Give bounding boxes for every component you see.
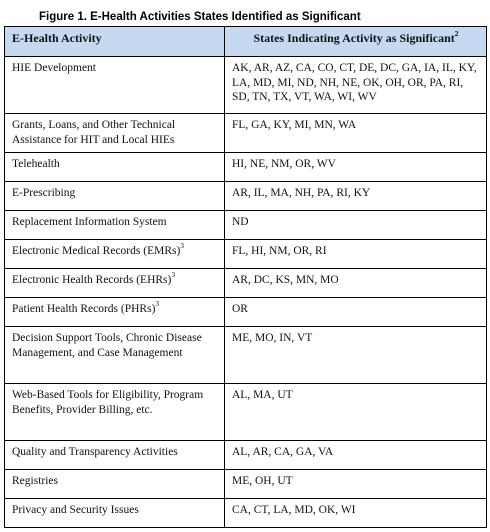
table-row [5, 153, 487, 182]
states-cell: CA, CT, LA, MD, OK, WI [225, 499, 487, 528]
ehealth-activities-table [4, 26, 487, 528]
states-cell: AL, MA, UT [225, 384, 487, 441]
activity-cell: Privacy and Security Issues [5, 499, 225, 528]
footnote-marker: 3 [180, 241, 185, 251]
states-cell: FL, GA, KY, MI, MN, WA [225, 114, 487, 153]
activity-cell: Electronic Medical Records (EMRs)$^3$ [5, 240, 225, 269]
activity-cell: Registries [5, 470, 225, 499]
table-row [5, 57, 487, 114]
table-row [5, 182, 487, 211]
table-row [5, 211, 487, 240]
activity-cell: Web-Based Tools for Eligibility, Program Benefits, Provider Billing, etc. [5, 384, 225, 441]
table-row [5, 327, 487, 384]
states-cell: AK, AR, AZ, CA, CO, CT, DE, DC, GA, IA, IL, KY, LA, MD, MI, ND, NH, NE, OK, OH, OR, PA, RI, SD, TN, TX, VT, WA, WI, WV [225, 57, 487, 114]
footnote-marker: 2 [454, 29, 459, 38]
states-cell: OR [225, 298, 487, 327]
figure-caption: Figure 1. E-Health Activities States Identified as Significant [39, 11, 361, 23]
table-row [5, 298, 487, 327]
table-row [5, 470, 487, 499]
states-cell: AL, AR, CA, GA, VA [225, 441, 487, 470]
states-cell: HI, NE, NM, OR, WV [225, 153, 487, 182]
header-states: States Indicating Activity as Significant$^2$ [225, 27, 487, 57]
activity-cell: HIE Development [5, 57, 225, 114]
footnote-marker: 3 [171, 270, 176, 280]
activity-cell: E-Prescribing [5, 182, 225, 211]
states-cell: ME, MO, IN, VT [225, 327, 487, 384]
activity-cell: Grants, Loans, and Other Technical Assistance for HIT and Local HIEs [5, 114, 225, 153]
activity-cell: Decision Support Tools, Chronic Disease Management, and Case Management [5, 327, 225, 384]
table-row [5, 499, 487, 528]
table-row [5, 240, 487, 269]
table-header-row [5, 27, 487, 57]
activity-cell: Electronic Health Records (EHRs)$^3$ [5, 269, 225, 298]
activity-cell: Patient Health Records (PHRs)$^3$ [5, 298, 225, 327]
footnote-marker: 3 [155, 299, 160, 309]
activity-cell: Quality and Transparency Activities [5, 441, 225, 470]
states-cell: AR, IL, MA, NH, PA, RI, KY [225, 182, 487, 211]
activity-cell: Replacement Information System [5, 211, 225, 240]
states-cell: ME, OH, UT [225, 470, 487, 499]
states-cell: AR, DC, KS, MN, MO [225, 269, 487, 298]
table-row [5, 441, 487, 470]
table-row [5, 269, 487, 298]
table-row [5, 384, 487, 441]
states-cell: FL, HI, NM, OR, RI [225, 240, 487, 269]
header-activity: E-Health Activity [5, 27, 225, 57]
states-cell: ND [225, 211, 487, 240]
table-row [5, 114, 487, 153]
activity-cell: Telehealth [5, 153, 225, 182]
